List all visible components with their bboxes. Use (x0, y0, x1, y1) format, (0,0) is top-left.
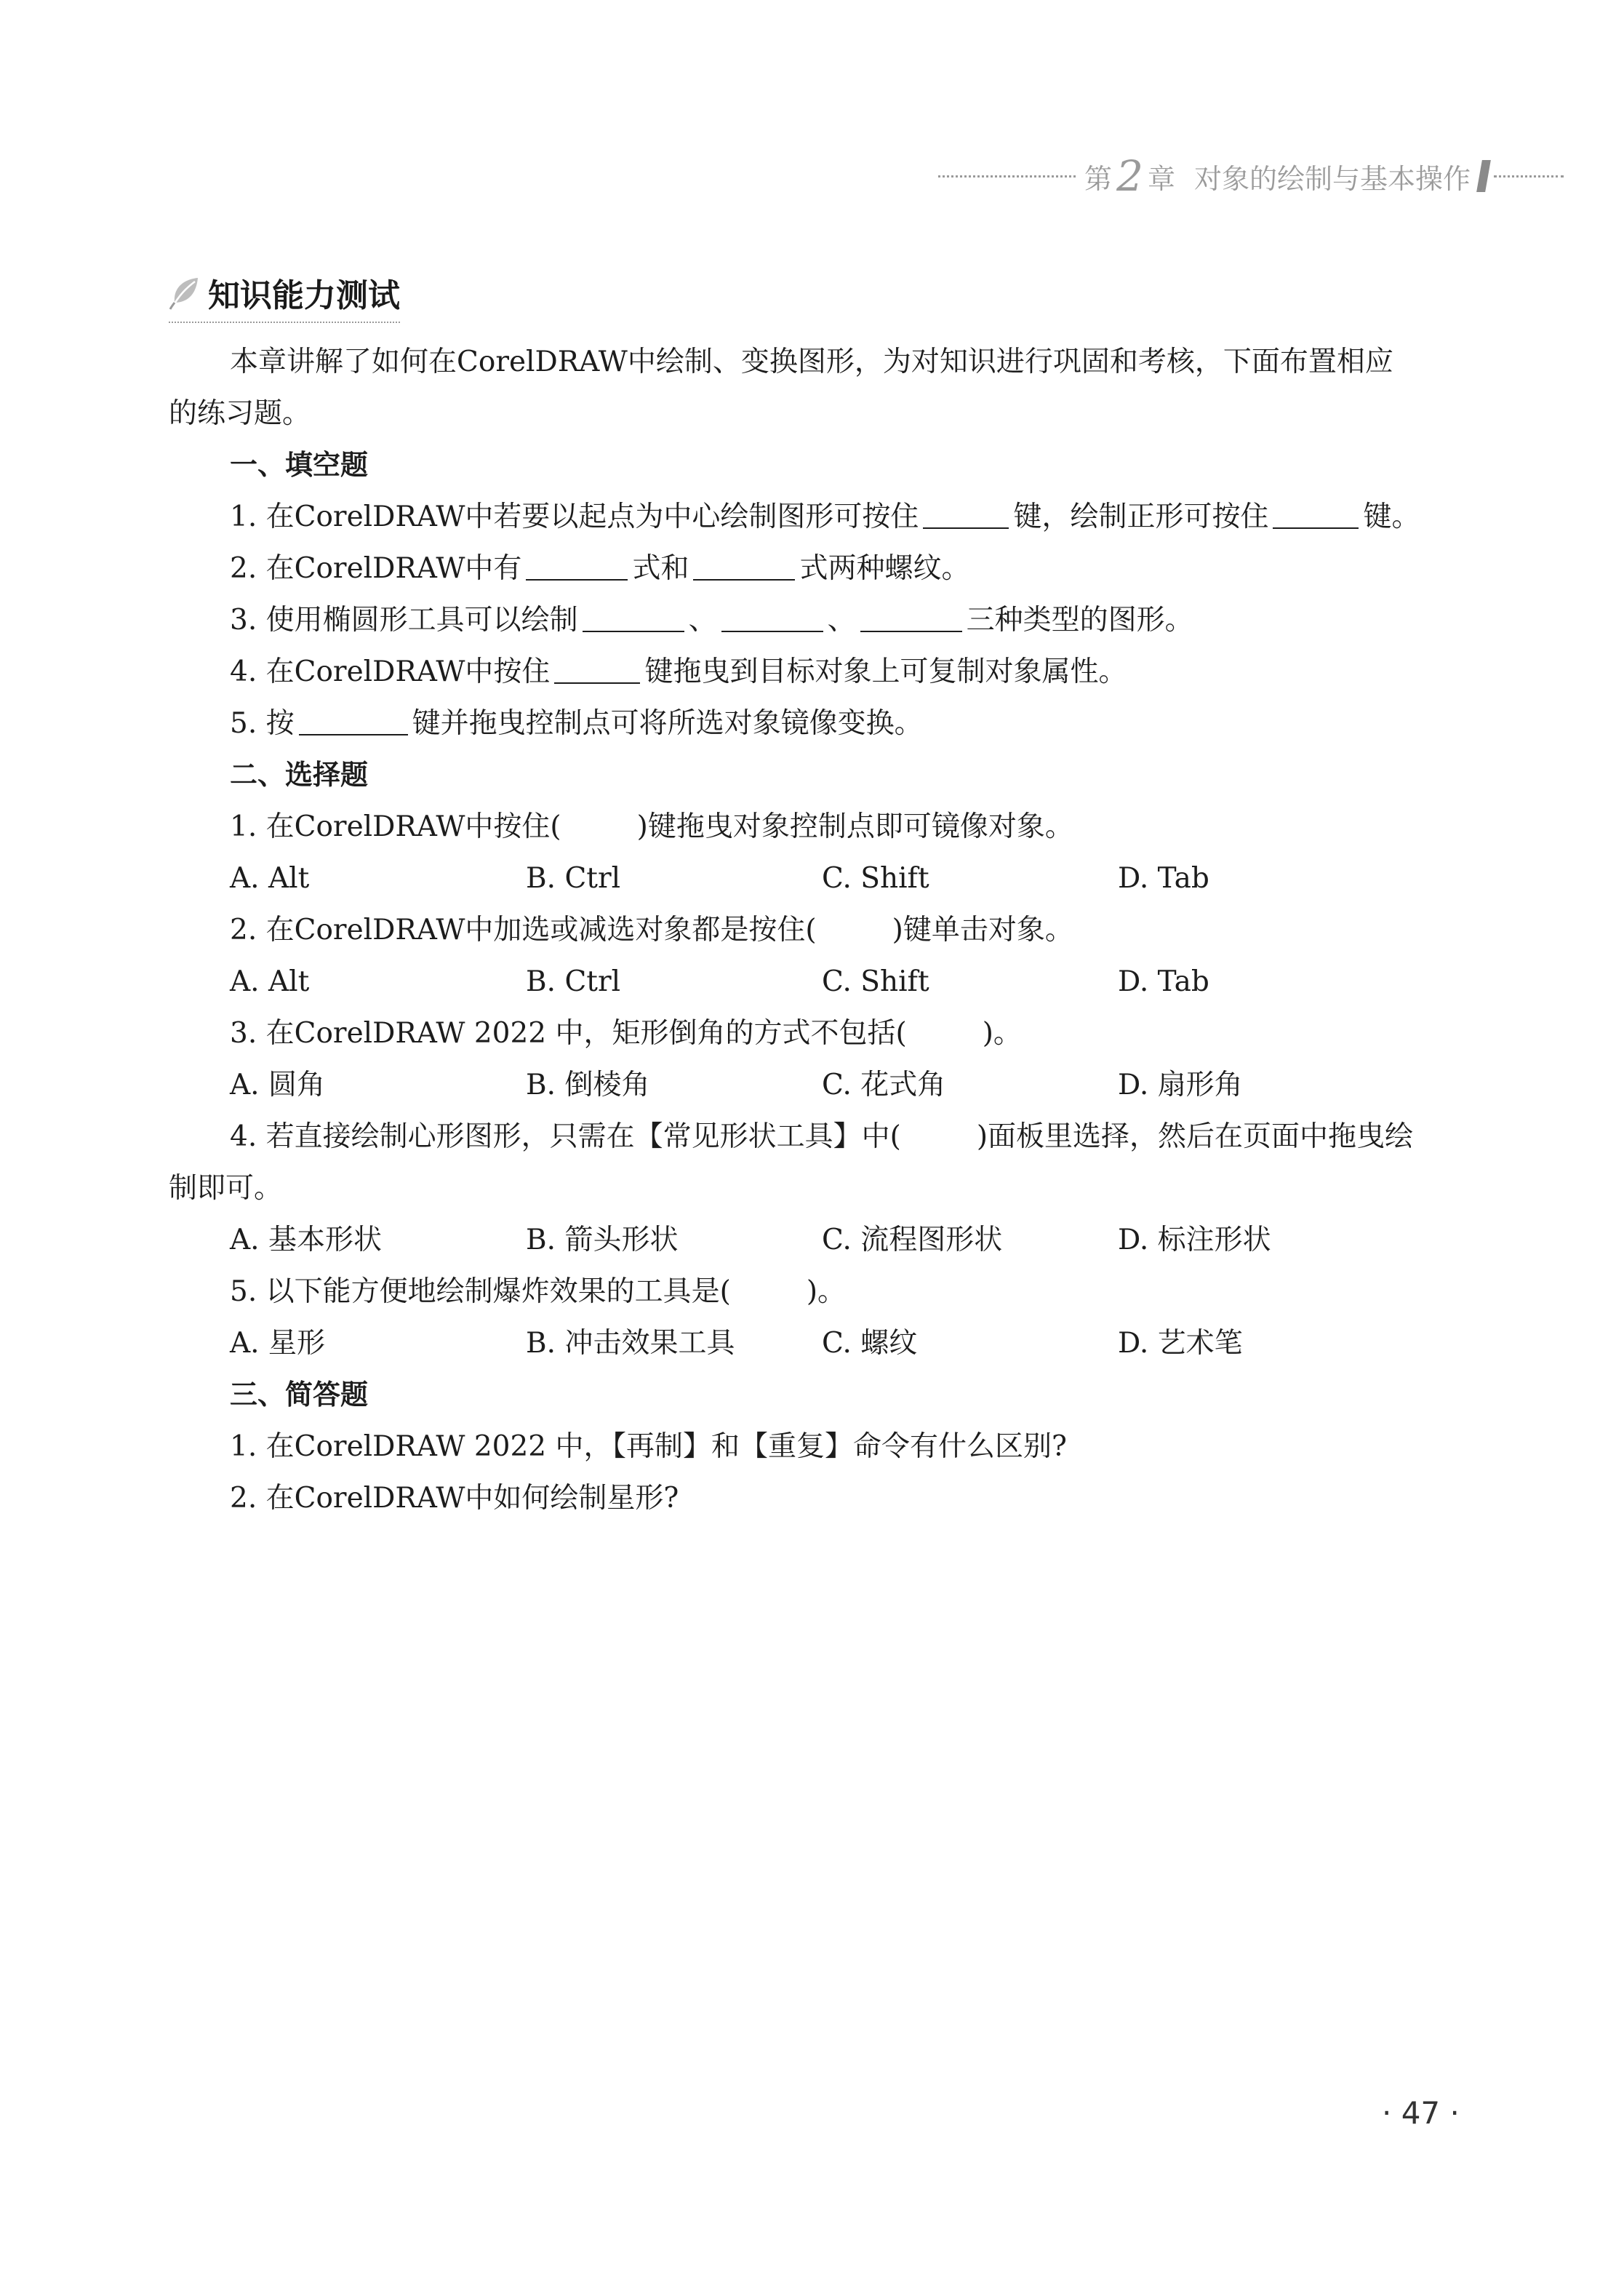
header-dotted-rule-right (1494, 175, 1564, 178)
answer-blank (299, 708, 408, 735)
option-c: C. 花式角 (822, 1069, 946, 1101)
choice-q3-options (169, 1059, 1478, 1111)
option-a: A. 圆角 (230, 1069, 325, 1101)
option-d: D. Tab (1118, 965, 1209, 998)
choice-q5: 5. 以下能方便地绘制爆炸效果的工具是( )。 (230, 1275, 847, 1308)
option-c: C. 流程图形状 (822, 1224, 1003, 1256)
page-number: · 47 · (1382, 2095, 1460, 2131)
answer-blank (693, 553, 795, 581)
fill-blank-q5: 5. 按 键并拖曳控制点可将所选对象镜像变换。 (230, 707, 923, 740)
option-b: B. 箭头形状 (526, 1224, 679, 1256)
short-answer-q1: 1. 在CorelDRAW 2022 中，【再制】和【重复】命令有什么区别? (230, 1430, 1067, 1463)
option-a: A. 星形 (230, 1327, 325, 1360)
intro-line-1: 本章讲解了如何在CorelDRAW中绘制、变换图形，为对知识进行巩固和考核，下面布置相应 (230, 346, 1393, 378)
option-c: C. Shift (822, 965, 929, 998)
chapter-label (1084, 151, 1175, 201)
choice-q3: 3. 在CorelDRAW 2022 中，矩形倒角的方式不包括( )。 (230, 1017, 1022, 1050)
choice-q1-options (169, 853, 1478, 904)
answer-blank (1273, 501, 1359, 529)
option-a: A. 基本形状 (230, 1224, 382, 1256)
chapter-number: 2 (1116, 151, 1143, 201)
section-title-text: 知识能力测试 (208, 277, 400, 314)
answer-blank (526, 553, 628, 581)
header-bar-mark (1476, 160, 1491, 192)
short-answer-q2: 2. 在CorelDRAW中如何绘制星形? (230, 1482, 679, 1515)
answer-blank (583, 605, 684, 632)
intro-line-2: 的练习题。 (169, 397, 311, 430)
answer-blank (721, 605, 823, 632)
answer-blank (554, 656, 640, 684)
fill-blank-q1: 1. 在CorelDRAW中若要以起点为中心绘制图形可按住 键，绘制正形可按住 键。 (230, 501, 1420, 533)
choice-q4-options (169, 1214, 1478, 1266)
option-a: A. Alt (230, 965, 310, 998)
chapter-title: 对象的绘制与基本操作 (1193, 162, 1471, 195)
fill-blank-q3: 3. 使用椭圆形工具可以绘制 、 、 三种类型的图形。 (230, 604, 1193, 637)
choice-q4: 4. 若直接绘制心形图形，只需在【常见形状工具】中( )面板里选择，然后在页面中拖曳绘 (230, 1120, 1414, 1153)
option-b: B. 倒棱角 (526, 1069, 650, 1101)
choice-q5-options (169, 1317, 1478, 1369)
choice-q1: 1. 在CorelDRAW中按住( )键拖曳对象控制点即可镜像对象。 (230, 810, 1073, 843)
option-c: C. 螺纹 (822, 1327, 918, 1360)
short-answer-heading: 三、简答题 (230, 1379, 369, 1411)
choice-q2: 2. 在CorelDRAW中加选或减选对象都是按住( )键单击对象。 (230, 914, 1073, 946)
running-header (938, 151, 1564, 201)
choice-q4-continuation: 制即可。 (169, 1172, 283, 1205)
option-a: A. Alt (230, 862, 310, 895)
fill-blank-q4: 4. 在CorelDRAW中按住 键拖曳到目标对象上可复制对象属性。 (230, 655, 1127, 688)
fill-blank-q2: 2. 在CorelDRAW中有 式和 式两种螺纹。 (230, 552, 970, 585)
answer-blank (860, 605, 962, 632)
exercise-content (169, 336, 1478, 1524)
answer-blank (923, 501, 1009, 529)
option-c: C. Shift (822, 862, 929, 895)
choice-q2-options (169, 956, 1478, 1008)
option-d: D. Tab (1118, 862, 1209, 895)
leaf-icon (169, 275, 202, 310)
choice-heading: 二、选择题 (230, 759, 369, 791)
option-b: B. Ctrl (526, 862, 621, 895)
chapter-suffix: 章 (1147, 162, 1175, 195)
option-b: B. Ctrl (526, 965, 621, 998)
fill-blank-heading: 一、填空题 (230, 449, 369, 481)
option-b: B. 冲击效果工具 (526, 1327, 735, 1360)
section-title (169, 269, 400, 323)
option-d: D. 扇形角 (1118, 1069, 1243, 1101)
chapter-prefix: 第 (1084, 162, 1113, 195)
header-dotted-rule-left (938, 175, 1076, 178)
option-d: D. 标注形状 (1118, 1224, 1271, 1256)
option-d: D. 艺术笔 (1118, 1327, 1243, 1360)
